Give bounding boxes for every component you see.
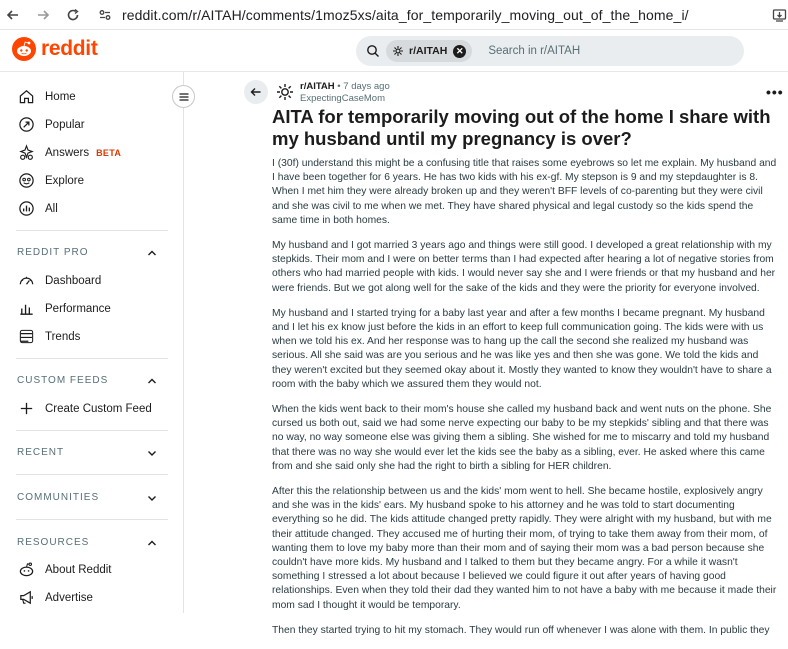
sidebar-item-label: Popular [45,118,85,131]
sidebar-item-all[interactable] [18,200,58,217]
author-link[interactable]: ExpectingCaseMom [300,93,386,104]
section-resources[interactable] [17,537,157,548]
forward-arrow-icon[interactable] [34,6,52,24]
sidebar-item-label: Create Custom Feed [45,402,152,415]
section-heading: COMMUNITIES [17,492,100,503]
sidebar-item-label: Dashboard [45,274,102,287]
section-heading: RESOURCES [17,537,90,548]
sidebar-item-label: Home [45,90,76,103]
meta-separator: • [337,81,344,92]
post-paragraph: I (30f) understand this might be a confusing title that raises some eyebrows so let me explain. My husband and I have been together for 6 years. He has two kids with his ex-gf. My stepson is 9 and my stepdaughter is 8. When I met him they were already broken up and they weren't BFF levels of co-parenting but they were civil and she was civil to me when we met. They have shared physical and legal custody so the kids spend the same time in both homes. [272,158,777,226]
install-app-icon[interactable] [770,6,788,24]
sidebar-item-label: Advertise [45,591,93,604]
section-heading: REDDIT PRO [17,247,89,258]
site-settings-icon[interactable] [96,6,114,24]
sidebar-item-home[interactable] [18,88,76,105]
sidebar-item-label: About Reddit [45,563,112,576]
sidebar-divider [16,230,168,231]
all-icon [18,200,35,217]
explore-icon [18,172,35,189]
more-options-icon[interactable]: ••• [766,84,784,100]
subreddit-filter-chip[interactable] [386,40,472,62]
post-paragraph: My husband and I got married 3 years ago and things were still good. I developed a great relationship with my stepkids. Their mom and I were on better terms than I had expected after hearing a lot of negative stories from others who had married people with kids. I would never say she and I were friends or that my husband and her were friends. But we got along well for the sake of the kids and they were the priority for everyone involved. [272,240,776,294]
search-icon [366,44,380,58]
sidebar-item-answers[interactable] [18,144,121,161]
chevron-up-icon [147,376,157,386]
post-meta [300,81,390,92]
answers-icon [18,144,35,161]
sidebar-item-dashboard[interactable] [18,272,101,289]
post-body [272,157,780,649]
back-arrow-icon[interactable] [4,6,22,24]
snoo-icon [12,37,36,61]
logo-wordmark: reddit [41,37,98,60]
post-paragraph: When the kids went back to their mom's house she called my husband back and went nuts on the phone. She cursed us both out, said we had some nerve expecting our baby to be my stepkids' sibling and that there was no way, no way someone else was giving them a sibling. She wished for me to miscarry and told my husband that there was no way she would ever let the kids see the baby as a sibling, ever. He asked where this came from and she said only she had the right to birth a sibling for HER children. [272,404,772,472]
bar-chart-icon [18,300,35,317]
subreddit-icon [392,45,404,57]
sidebar-item-about-reddit[interactable] [18,561,112,578]
snoo-outline-icon [18,561,35,578]
reddit-logo[interactable] [12,37,98,61]
sidebar-item-popular[interactable] [18,116,85,133]
post-paragraph: After this the relationship between us and the kids' mom went to hell. She became hostile, explosively angry and she was in the kids' ears. My husband spoke to his attorney and he was told to start documenting everything so he did. The kids attitude changed pretty rapidly. They were alright with my husband, but with me their attitude changed. They accused me of hurting their mom, of trying to take them away from their mom, of wanting them to love my baby more than their mom and of saying their mom was a bad person because she couldn't have more kids. My husband and I talked to them but they became angry. For a while it wasn't something I stressed a lot about because I believed we could figure it out after years of having good relationships. Even when they told their dad they wanted him to not have a baby with me because it made their mom sad I thought it would be temporary. [272,486,777,611]
plus-icon [18,400,35,417]
sidebar-divider [16,474,168,475]
sidebar-item-label: Trends [45,330,81,343]
section-communities[interactable] [17,492,157,503]
sidebar-divider [16,519,168,520]
subreddit-link[interactable]: r/AITAH [300,81,335,92]
reload-icon[interactable] [64,6,82,24]
arrow-left-icon [250,86,262,98]
chip-label: r/AITAH [409,45,448,57]
back-button[interactable] [244,80,268,104]
section-heading: RECENT [17,447,65,458]
section-custom-feeds[interactable] [17,375,157,386]
post-timestamp: 7 days ago [343,81,390,92]
popular-icon [18,116,35,133]
chevron-up-icon [147,538,157,548]
sidebar-item-label: Explore [45,174,84,187]
section-heading: CUSTOM FEEDS [17,375,109,386]
sidebar-item-performance[interactable] [18,300,111,317]
home-icon [18,88,35,105]
left-sidebar [0,72,184,613]
sidebar-item-label: Answers [45,146,90,159]
sidebar-item-label: Performance [45,302,111,315]
collapse-sidebar-button[interactable] [172,85,195,108]
beta-badge: BETA [96,147,122,158]
trends-icon [18,328,35,345]
megaphone-icon [18,589,35,606]
sidebar-item-explore[interactable] [18,172,84,189]
search-bar[interactable] [356,36,744,66]
post-paragraph: My husband and I started trying for a baby last year and after a few months I became pregnant. My husband and I let his ex know just before the kids in an effort to keep full communication going. The kids were with us when we told his ex. And her response was to hang up the call the second she realized my husband was serious. All she said was are you serious and he was like yes and then she was gone. We told the kids and they weren't excited but they seemed okay about it. Mostly they wanted to know they wouldn't have to share a room with the baby which we assured them they would not. [272,307,772,390]
chevron-up-icon [147,248,157,258]
sidebar-item-advertise[interactable] [18,589,93,606]
sidebar-divider [16,430,168,431]
sidebar-item-label: All [45,202,58,215]
search-input[interactable]: Search in r/AITAH [488,45,581,57]
chevron-down-icon [147,493,157,503]
subreddit-avatar-icon[interactable] [275,82,295,102]
section-recent[interactable] [17,447,157,458]
sidebar-divider [16,358,168,359]
address-bar[interactable]: reddit.com/r/AITAH/comments/1moz5xs/aita_for_temporarily_moving_out_of_the_home_i/ [122,6,689,23]
post-paragraph: Then they started trying to hit my stomach. They would run off whenever I was alone with them. In public they [272,624,770,636]
chevron-down-icon [147,448,157,458]
reddit-header [0,30,788,72]
sidebar-item-trends[interactable] [18,328,80,345]
section-reddit-pro[interactable] [17,247,157,258]
post-title: AITA for temporarily moving out of the home I share with my husband until my pregnancy is over? [272,106,771,149]
browser-toolbar [0,0,788,30]
create-custom-feed-button[interactable] [18,400,152,417]
remove-filter-icon[interactable]: ✕ [453,45,466,58]
dashboard-gauge-icon [18,272,35,289]
hamburger-icon [178,91,190,103]
